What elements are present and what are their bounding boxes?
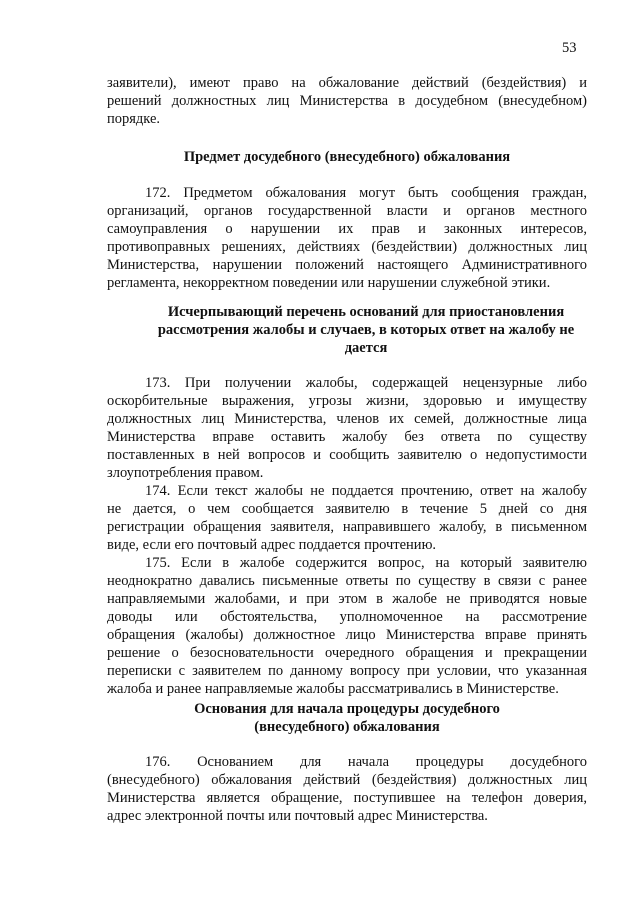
text-line: порядке. [107,111,161,127]
text-line: обращения (жалобы) должностное лицо Министерства вправе принять [107,627,587,643]
text-line: 176. Основанием для начала процедуры досудебного [145,754,587,770]
text-line: направляемыми жалобами, и при этом в жалобе не приводятся новые [107,591,587,607]
text-line: виде, если его почтовый адрес поддается прочтению. [107,537,437,553]
text-line: регламента, некорректном поведении или нарушении служебной этики. [107,275,551,291]
text-line: организаций, органов государственной власти и органов местного [107,203,587,219]
text-line: Министерства вправе оставить жалобу без ответа по существу [107,429,587,445]
heading-line: Исчерпывающий перечень оснований для приостановления [167,304,565,320]
text-line: решений должностных лиц Министерства в досудебном (внесудебном) [107,93,587,109]
text-line: Министерства, нарушении положений настоящего Административного [107,257,587,273]
section-heading-1: Предмет досудебного (внесудебного) обжалования [183,149,511,165]
text-line: адрес электронной почты или почтовый адрес Министерства. [107,808,488,824]
text-line: Министерства является обращение, поступившее на телефон доверия, [107,790,587,806]
heading-line: Основания для начала процедуры досудебного [194,701,500,717]
text-line: не дается, о чем сообщается заявителю в течение 5 дней со дня [107,501,587,517]
text-line: доводы или обстоятельства, уполномоченное на рассмотрение [107,609,587,625]
text-line: заявители), имеют право на обжалование действий (бездействия) и [107,75,587,91]
heading-line: рассмотрения жалобы и случаев, в которых ответ на жалобу не [157,322,575,338]
text-line: злоупотребления правом. [107,465,264,481]
text-line: неоднократно давались письменные ответы по существу в связи с ранее [107,573,587,589]
text-line: (внесудебного) обжалования действий (бездействия) должностных лиц [107,772,587,788]
text-line: 175. Если в жалобе содержится вопрос, на который заявителю [145,555,587,571]
text-line: должностных лиц Министерства, членов их семей, должностные лица [107,411,587,427]
text-line: 172. Предметом обжалования могут быть сообщения граждан, [145,185,587,201]
text-line: переписки с заявителем по данному вопросу при условии, что указанная [107,663,587,679]
heading-line: (внесудебного) обжалования [254,719,440,735]
text-line: регистрации обращения заявителя, направившего жалобу, в письменном [107,519,587,535]
text-line: оскорбительные выражения, угрозы жизни, здоровью и имуществу [107,393,587,409]
text-line: 173. При получении жалобы, содержащей нецензурные либо [145,375,587,391]
page-number: 53 [562,40,577,56]
heading-line: дается [344,340,388,356]
text-line: жалоба и ранее направляемые жалобы рассматривались в Министерстве. [107,681,559,697]
text-line: 174. Если текст жалобы не поддается прочтению, ответ на жалобу [145,483,587,499]
text-line: поставленных в ней вопросов и сообщить заявителю о недопустимости [107,447,587,463]
text-line: самоуправления о нарушении их прав и законных интересов, [107,221,587,237]
text-line: решение о безосновательности очередного обращения и прекращении [107,645,587,661]
text-line: противоправных решениях, действиях (бездействии) должностных лиц [107,239,587,255]
